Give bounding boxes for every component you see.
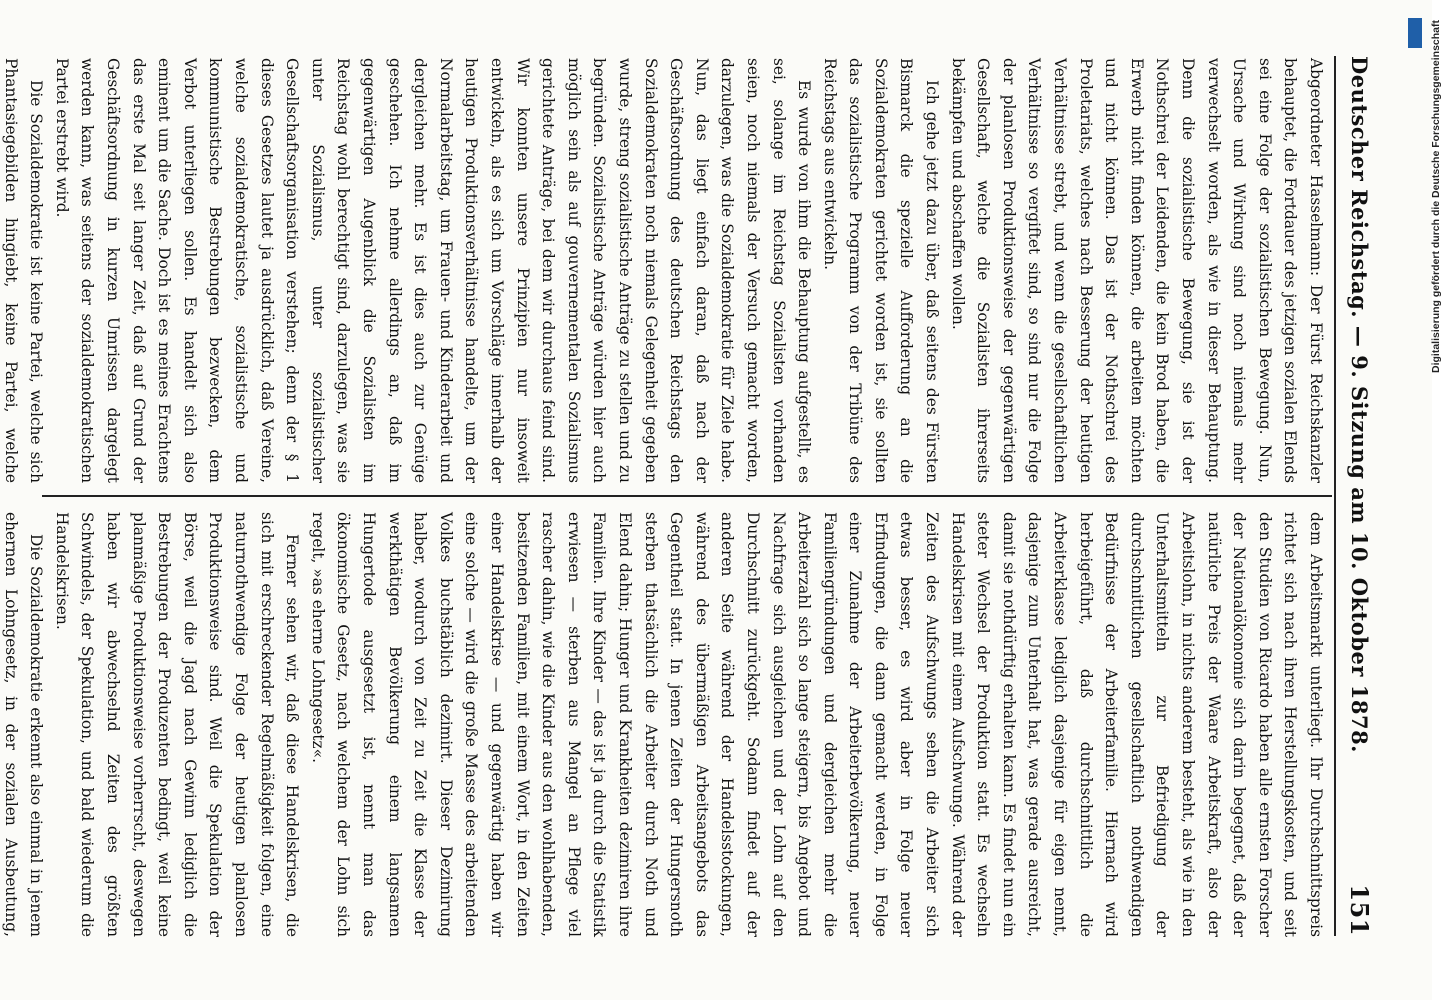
paragraph: Es wurde von ihm die Behauptung aufgestellt, es sei, solange im Reichstag Sozialisten vorhanden seien, noch niemals der Versuch gemacht worden, darzulegen, was die Sozialdemokratie für Ziele habe. Nun, das liegt einfach daran, daß nach der Geschäftsordnung des deutschen Reichstags den Sozialdemokraten noch niemals Gelegenheit gegeben wurde, streng sozialistische Anträge zu stellen und zu begründen. Sozialistische Anträge würden hier auch möglich sein als auf gouvernementalen Sozialismus gerichtete Anträge, bei dem wir durchaus feind sind. Wir konnten unsere Prinzipien nur insoweit entwickeln, als es sich um Vorschläge innerhalb der heutigen Produktionsverhältnisse handelte, um der Normalarbeitstag, um Frauen- und Kinderarbeit und dergleichen mehr. Es ist dies auch zur Genüge geschehen. Ich nehme allerdings an, daß im gegenwärtigen Augenblick die Sozialisten im Reichstag wohl berechtigt sind, darzulegen, was sie unter Sozialismus, unter sozialistischer Gesellschaftsorganisation verstehen; denn der § 1 dieses Gesetzes lautet ja ausdrücklich, daß Vereine, welche sozialdemokratische, sozialistische und kommunistische Bestrebungen bezwecken, dem Verbot unterliegen sollen. Es handelt sich also eminent um die Sache. Doch ist es meines Erachtens das erste Mal seit langer Zeit, daß auf Grund der Geschäftsordnung in kurzen Umrissen dargelegt werden kann, was seitens der sozialdemokratischen Partei erstrebt wird. (52, 58, 814, 483)
header-rule (1334, 56, 1336, 936)
page-header-title: Deutscher Reichstag. — 9. Sitzung am 10. Oktober 1878. (1347, 56, 1373, 753)
page-number: 151 (1345, 884, 1375, 936)
paragraph: Die Sozialdemokratie erkennt also einmal in jenem ehernen Lohngesetz, in der sozialen Ausbeutung, (1, 512, 46, 937)
paragraph: Ich gehe jetzt dazu über, daß seitens des Fürsten Bismarck die spezielle Aufforderung an die Sozialdemokraten gerichtet worden ist, sie sollten das sozialistische Programm von der Tribüne des Reichstags aus entwickeln. (820, 58, 942, 483)
column-divider (42, 495, 1332, 497)
dfg-logo-icon (1408, 18, 1422, 48)
right-column (1, 512, 1328, 937)
paragraph: Ferner sehen wir, daß diese Handelskrisen, die sich mit erschreckender Regelmäßigkeit folgen, eine naturnothwendige Folge der heutigen planlosen Produktionsweise sind. Weil die Spekulation der Börse, weil die Jagd nach Gewinn lediglich die Bestrebungen der Produzenten bedingt, weil keine planmäßige Produktionsweise vorherrscht, deswegen haben wir abwechselnd Zeiten des größten Schwindels, der Spekulation, und bald wiederum die Handelskrisen. (52, 512, 302, 937)
paragraph: Die Sozialdemokratie ist keine Partei, welche sich Phantasiegebilden hingiebt, keine Partei, welche (1, 58, 46, 483)
paragraph: Abgeordneter Hasselmann: Der Fürst Reichskanzler behauptet, die Fortdauer des jetzigen sozialen Elends sei eine Folge der sozialistischen Bewegung. Nun, Ursache und Wirkung sind noch niemals mehr verwechselt worden, als wie in dieser Behauptung. Denn die sozialistische Bewegung, sie ist der Nothschrei der Leidenden, die kein Brod haben, die Erwerb nicht finden können, die arbeiten möchten und nicht können. Das ist der Nothschrei des Proletariats, welches nach Besserung der heutigen Verhältnisse strebt, und wenn die gesellschaftlichen Verhältnisse so vergiftet sind, so sind nur die Folge der planlosen Produktionsweise der gegenwärtigen Gesellschaft, welche die Sozialisten ihrerseits bekämpfen und abschaffen wollen. (948, 58, 1325, 483)
left-column (1, 58, 1328, 483)
dfg-funding-text: Digitalisierung gefördert durch die Deutsche Forschungsgemeinschaft (1430, 20, 1442, 373)
page-header (1340, 56, 1380, 936)
dfg-funding-note (1403, 20, 1442, 985)
paragraph: dem Arbeitsmarkt unterliegt. Ihr Durchschnittspreis richtet sich nach ihren Herstellungskosten, und seit den Studien von Ricardo haben alle ernsten Forscher der Nationalökonomie sich darin begegnet, daß der natürliche Preis der Waare Arbeitskraft, also der Arbeitslohn, in nichts anderem besteht, als wie in den Unterhaltsmitteln zur Befriedigung der durchschnittlichen gesellschaftlich nothwendigen Bedürfnisse der Arbeiterfamilie. Hiernach wird herbeigeführt, daß durchschnittlich die Arbeiterklasse lediglich dasjenige für eigen nennt, dasjenige zum Unterhalt hat, was gerade ausreicht, damit sie nothdürftig erhalten kann. Es findet nun ein steter Wechsel der Produktion statt. Es wechseln Handelskrisen mit einem Aufschwunge. Während der Zeiten des Aufschwungs sehen die Arbeiter sich etwas besser, es wird aber in Folge neuer Erfindungen, die dann gemacht werden, in Folge einer Zunahme der Arbeiterbevölkerung, neuer Familiengründungen und dergleichen mehr die Arbeiterzahl sich so lange steigern, bis Angebot und Nachfrage sich ausgleichen und der Lohn auf den Durchschnitt zurückgeht. Sodann findet auf der anderen Seite während der Handelsstockungen, während des übermäßigen Arbeitsangebots das Gegentheil statt. In jenen Zeiten der Hungersnoth sterben thatsächlich die Arbeiter durch Noth und Elend dahin; Hunger und Krankheiten dezimiren ihre Familien. Ihre Kinder — das ist ja durch die Statistik erwiesen — sterben aus Mangel an Pflege viel rascher dahin, wie die Kinder aus den wohlhabenden, besitzenden Familien, mit einem Wort, in den Zeiten einer Handelskrise — und gegenwärtig haben wir eine solche — wird die große Masse des arbeitenden Volkes buchstäblich dezimirt. Dieser Dezimirung halber, wodurch von Zeit zu Zeit die Klasse der werkthätigen Bevölkerung einem langsamen Hungertode ausgesetzt ist, nennt man das ökonomische Gesetz, nach welchem der Lohn sich regelt, »as eherne Lohngesetz«. (308, 512, 1325, 937)
